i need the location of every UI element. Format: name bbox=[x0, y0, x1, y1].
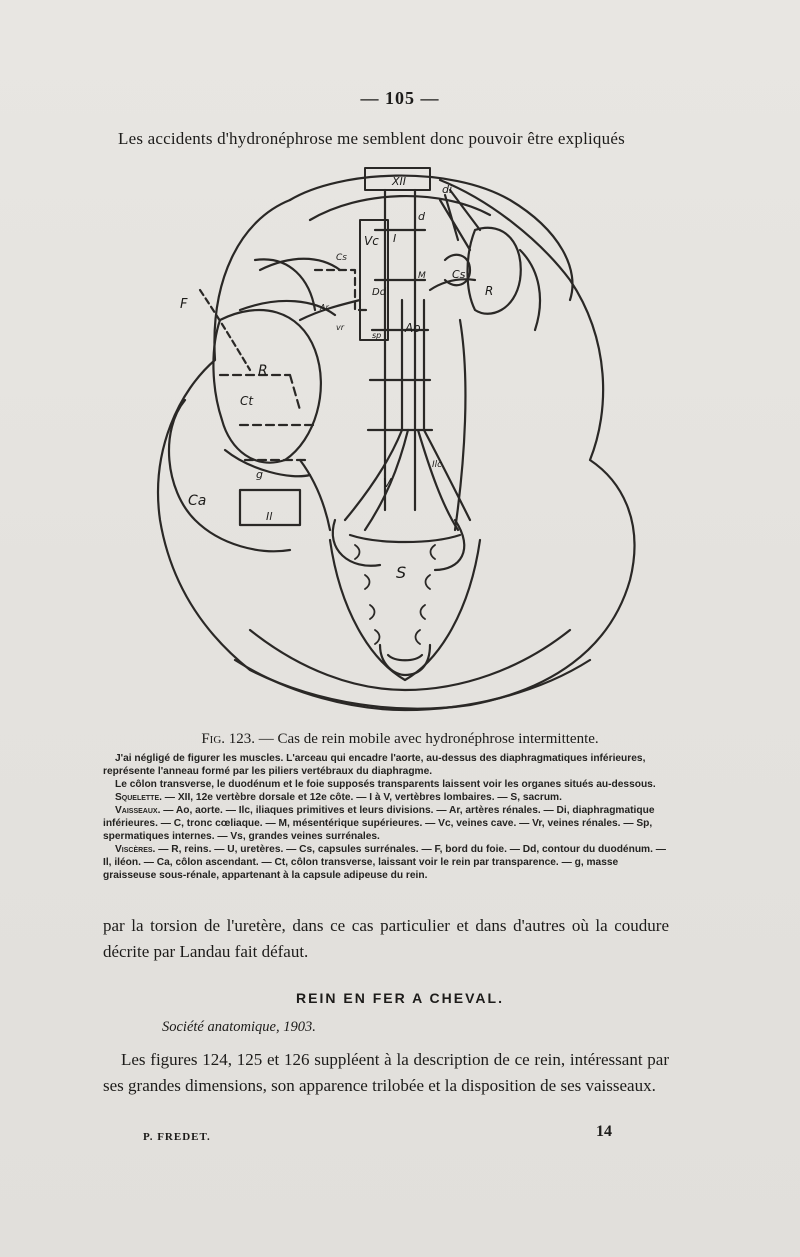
label-xii: XII bbox=[392, 175, 407, 188]
note-heading-visceres: Viscères. bbox=[115, 844, 156, 855]
figure-caption bbox=[0, 731, 800, 748]
label-sp: sp bbox=[372, 331, 382, 340]
label-v: V bbox=[383, 476, 392, 490]
signature-mark: 14 bbox=[596, 1123, 612, 1140]
label-vc: Vc bbox=[364, 234, 379, 248]
note-paragraph: Le côlon transverse, le duodénum et le foie supposés transparents laissent voir les organes situés au-dessous. bbox=[115, 779, 656, 790]
note-heading-vaisseaux: Vaisseaux. bbox=[115, 805, 161, 816]
label-r-left: R bbox=[258, 363, 268, 379]
label-di: di bbox=[442, 183, 453, 196]
body-paragraph-2: Les figures 124, 125 et 126 suppléent à la description de ce rein, intéressant par ses grandes dimensions, son apparence trilobée et la disposition de ses vaisseaux. bbox=[103, 1050, 669, 1095]
figure-caption-title: — Cas de rein mobile avec hydronéphrose intermittente. bbox=[255, 731, 599, 747]
label-r-right: R bbox=[485, 284, 494, 298]
label-vr: vr bbox=[336, 323, 345, 332]
label-ca: Ca bbox=[188, 493, 207, 509]
label-ao: Ao bbox=[405, 321, 421, 335]
label-ar: Ar bbox=[320, 303, 329, 312]
anatomical-figure bbox=[140, 160, 660, 720]
section-subtitle: Société anatomique, 1903. bbox=[162, 1019, 316, 1035]
body-paragraph-1: par la torsion de l'uretère, dans ce cas particulier et dans d'autres où la coudure décrite par Landau fait défaut. bbox=[103, 916, 669, 961]
note-paragraph: Squelette. — XII, 12e vertèbre dorsale et 12e côte. — I à V, vertèbres lombaires. — S, sacrum. bbox=[115, 792, 562, 803]
note-heading-squelette: Squelette. bbox=[115, 792, 162, 803]
figure-notes bbox=[103, 752, 668, 882]
page-number: — 105 — bbox=[360, 88, 440, 108]
label-cs-left: Cs bbox=[336, 253, 347, 263]
label-ilc: Ilc bbox=[432, 460, 443, 470]
label-s: S bbox=[396, 563, 407, 582]
lead-text-line: Les accidents d'hydronéphrose me semblent donc pouvoir être expliqués bbox=[118, 129, 625, 148]
figure-number: Fig. 123. bbox=[201, 731, 256, 747]
note-paragraph: Vaisseaux. — Ao, aorte. — Ilc, iliaques primitives et leurs divisions. — Ar, artères rénales. — Di, diaphragmatique inférieures. — C, tronc cœliaque. — M, mésentérique supérieures. — Vc, veines cave. — Vr, veines rénales. — Sp, spermatiques internes. — Vs, grandes veines surrénales. bbox=[103, 805, 655, 842]
label-d: d bbox=[418, 210, 425, 223]
label-dd: Dd bbox=[372, 287, 387, 298]
label-ct: Ct bbox=[240, 394, 254, 408]
label-cs-right: Cs bbox=[452, 268, 466, 281]
section-title: REIN EN FER A CHEVAL. bbox=[296, 990, 504, 1006]
note-paragraph: J'ai négligé de figurer les muscles. L'arceau qui encadre l'aorte, au-dessus des diaphragmatiques inférieures, représente l'anneau formé par les piliers vertébraux du diaphragme. bbox=[103, 753, 646, 777]
label-g: g bbox=[256, 468, 263, 481]
footer-author: P. FREDET. bbox=[143, 1131, 211, 1143]
label-i: I bbox=[393, 232, 397, 245]
label-il: Il bbox=[266, 510, 273, 523]
label-f: F bbox=[180, 297, 188, 312]
label-m: M bbox=[418, 271, 426, 281]
note-paragraph: Viscères. — R, reins. — U, uretères. — Cs, capsules surrénales. — F, bord du foie. — Dd, contour du duodénum. — Il, iléon. — Ca, côlon ascendant. — Ct, côlon transverse, laissant voir le rein par transparence. — g, masse graisseuse sous-rénale, appartenant à la capsule adipeuse du rein. bbox=[103, 844, 666, 881]
